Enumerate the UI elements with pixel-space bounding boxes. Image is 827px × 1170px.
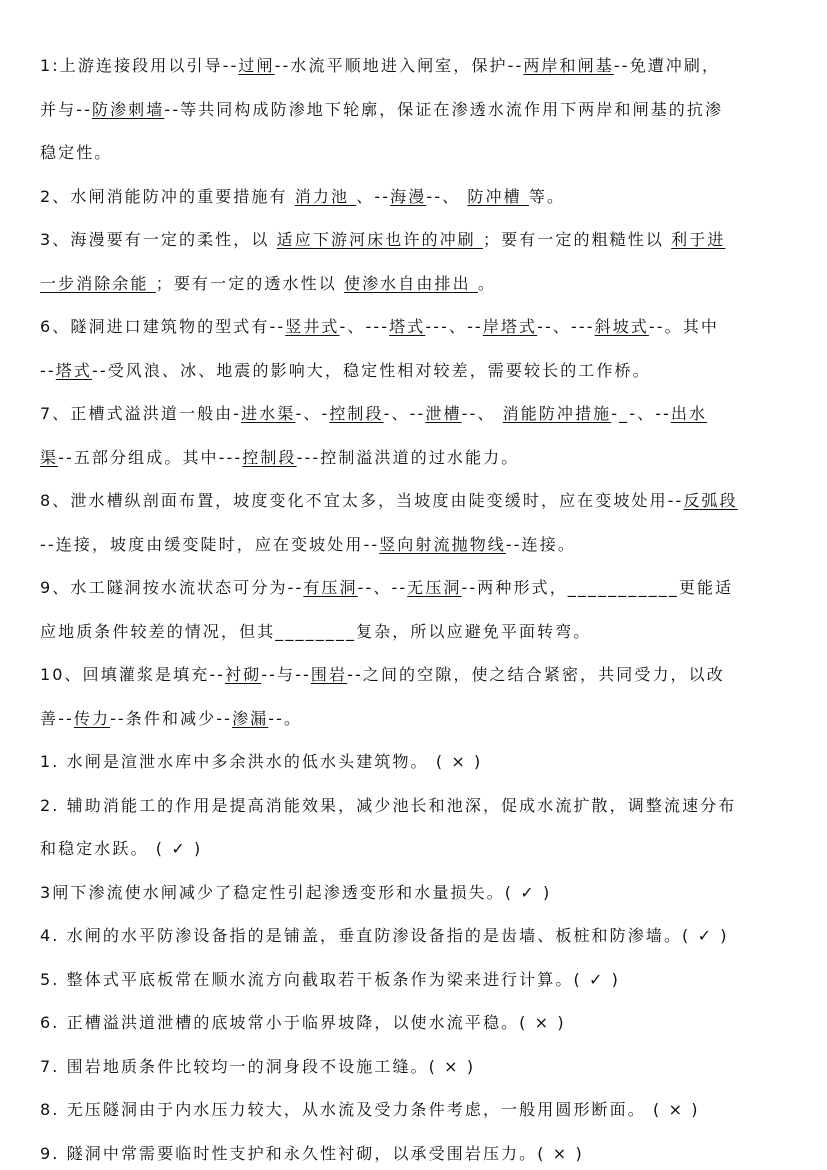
- question-text: 6. 正槽溢洪道泄槽的底坡常小于临界坡降，以使水流平稳。( × ): [40, 1013, 566, 1032]
- fill-in-question-line: [40, 186, 565, 208]
- question-text: 4. 水闸的水平防渗设备指的是铺盖，垂直防渗设备指的是齿墙、板桩和防渗墙。( ✓ ): [40, 926, 729, 945]
- answer-blank: 无压洞: [407, 578, 462, 597]
- question-text: 9. 隧洞中常需要临时性支护和永久性衬砌，以承受围岩压力。( × ): [40, 1143, 584, 1163]
- answer-blank: 有压洞: [303, 578, 358, 597]
- question-text: ；要有一定的粗糙性以: [482, 230, 672, 249]
- answer-blank: 渗漏: [232, 708, 269, 728]
- fill-in-question-line: [40, 273, 496, 295]
- fill-in-question-line: [40, 577, 733, 599]
- fill-in-question-line: [40, 142, 112, 164]
- question-text: --连接。: [505, 534, 576, 554]
- answer-blank: 竖向射流抛物线: [379, 534, 506, 554]
- question-text: 、--: [356, 186, 391, 206]
- question-text: -、--: [383, 404, 426, 423]
- fill-in-question-line: [40, 55, 720, 77]
- question-text: 和稳定水跃。 ( ✓ ): [40, 839, 203, 858]
- true-false-question-line: [40, 925, 729, 947]
- fill-in-question-line: [40, 447, 519, 469]
- answer-blank: 适应下游河床也许的冲刷: [276, 230, 483, 249]
- answer-blank: 岸塔式: [482, 317, 538, 336]
- question-text: 5. 整体式平底板常在顺水流方向截取若干板条作为梁来进行计算。( ✓ ): [40, 969, 621, 989]
- true-false-question-line: [40, 795, 736, 817]
- true-false-question-line: [40, 751, 482, 773]
- question-text: --受风浪、冰、地震的影响大，稳定性相对较差，需要较长的工作桥。: [91, 360, 651, 380]
- question-text: 2. 辅助消能工的作用是提高消能效果，减少池长和池深，促成水流扩散，调整流速分布: [40, 795, 737, 815]
- question-text: 并与--: [40, 99, 92, 119]
- answer-blank: 过闸: [238, 56, 275, 75]
- question-text: 2、水闸消能防冲的重要措施有: [40, 186, 295, 206]
- question-text: 1:上游连接段用以引导--: [40, 56, 239, 75]
- answer-blank: 反弧段: [683, 491, 738, 510]
- answer-blank: 围岩: [310, 665, 348, 684]
- answer-blank: 渠: [40, 447, 59, 467]
- true-false-question-line: [40, 882, 551, 904]
- true-false-question-line: [40, 969, 620, 991]
- question-text: --免遭冲刷，: [613, 56, 721, 75]
- answer-blank: 控制段: [329, 404, 384, 423]
- answer-blank: 消能防冲措施: [502, 404, 612, 423]
- question-text: 9、水工隧洞按水流状态可分为--: [40, 578, 304, 597]
- question-text: 3闸下渗流使水闸减少了稳定性引起渗透变形和水量损失。( ✓ ): [40, 882, 552, 902]
- question-text: --、---: [537, 317, 595, 336]
- answer-blank: 控制段: [242, 447, 297, 467]
- answer-blank: 斜坡式: [594, 317, 649, 336]
- fill-in-question-line: [40, 99, 723, 121]
- question-text: 稳定性。: [40, 143, 113, 162]
- true-false-question-line: [40, 1143, 584, 1165]
- question-text: 善--: [40, 708, 74, 728]
- question-text: --、: [461, 404, 503, 423]
- fill-in-question-line: [40, 403, 707, 425]
- question-text: -、-: [295, 404, 330, 423]
- question-text: 8. 无压隧洞由于内水压力较大，从水流及受力条件考虑，一般用圆形断面。 ( × ): [40, 1100, 700, 1119]
- answer-blank: 塔式: [389, 317, 426, 336]
- question-text: -_-、--: [611, 404, 671, 423]
- question-text: ---控制溢洪道的过水能力。: [296, 447, 520, 467]
- question-text: 等。: [528, 186, 566, 206]
- answer-blank: 出水: [670, 404, 708, 423]
- answer-blank: 防渗刺墙: [91, 99, 165, 119]
- answer-blank: 海漫: [390, 186, 427, 206]
- answer-blank: 泄槽: [425, 404, 462, 423]
- question-text: --之间的空隙，使之结合紧密，共同受力，以改: [347, 665, 725, 684]
- question-text: --与--: [261, 665, 311, 684]
- question-text: --、: [426, 186, 468, 206]
- question-text: 8、泄水槽纵剖面布置，坡度变化不宜太多，当坡度由陡变缓时，应在变坡处用--: [40, 491, 684, 510]
- answer-blank: 传力: [73, 708, 111, 728]
- fill-in-question-line: [40, 360, 651, 382]
- question-text: 7、正槽式溢洪道一般由-: [40, 404, 242, 423]
- question-text: --水流平顺地进入闸室，保护--: [274, 56, 524, 75]
- question-text: ；要有一定的透水性以: [155, 273, 344, 293]
- question-text: ---、--: [425, 317, 483, 336]
- answer-blank: 一步消除余能: [40, 273, 156, 293]
- answer-blank: 竖井式: [285, 317, 340, 336]
- question-text: --条件和减少--: [110, 708, 233, 728]
- answer-blank: 利于进: [671, 230, 726, 249]
- fill-in-question-line: [40, 229, 725, 251]
- question-text: --: [40, 360, 56, 380]
- question-text: 6、隧洞进口建筑物的型式有--: [40, 317, 286, 336]
- true-false-question-line: [40, 1012, 566, 1034]
- question-text: --、--: [357, 578, 408, 597]
- answer-blank: 消力池: [294, 186, 357, 206]
- question-text: 应地质条件较差的情况，但其________复杂，所以应避免平面转弯。: [40, 621, 592, 641]
- fill-in-question-line: [40, 708, 302, 730]
- question-text: -、---: [339, 317, 390, 336]
- answer-blank: 防冲槽: [467, 186, 529, 206]
- fill-in-question-line: [40, 621, 591, 643]
- question-text: --连接，坡度由缓变陡时，应在变坡处用--: [40, 534, 380, 554]
- question-text: --两种形式，___________更能适: [461, 578, 734, 597]
- fill-in-question-line: [40, 534, 576, 556]
- fill-in-question-line: [40, 316, 719, 338]
- question-text: --五部分组成。其中---: [58, 447, 243, 467]
- fill-in-question-line: [40, 664, 725, 686]
- fill-in-question-line: [40, 490, 738, 512]
- question-text: --等共同构成防渗地下轮廓，保证在渗透水流作用下两岸和闸基的抗渗: [164, 99, 724, 119]
- question-text: 7. 围岩地质条件比较均一的洞身段不设施工缝。( × ): [40, 1056, 476, 1076]
- question-text: --。其中: [648, 317, 719, 336]
- question-text: 10、回填灌浆是填充--: [40, 665, 226, 684]
- answer-blank: 衬砌: [225, 665, 262, 684]
- answer-blank: 进水渠: [241, 404, 296, 423]
- question-text: 3、海漫要有一定的柔性，以: [40, 230, 277, 249]
- question-text: 。: [477, 273, 496, 293]
- question-text: 1. 水闸是渲泄水库中多余洪水的低水头建筑物。 ( × ): [40, 752, 483, 771]
- answer-blank: 两岸和闸基: [523, 56, 614, 75]
- question-text: --。: [268, 708, 303, 728]
- true-false-question-line: [40, 838, 202, 860]
- answer-blank: 塔式: [55, 360, 92, 380]
- true-false-question-line: [40, 1056, 475, 1078]
- true-false-question-line: [40, 1099, 700, 1121]
- answer-blank: 使渗水自由排出: [343, 273, 478, 293]
